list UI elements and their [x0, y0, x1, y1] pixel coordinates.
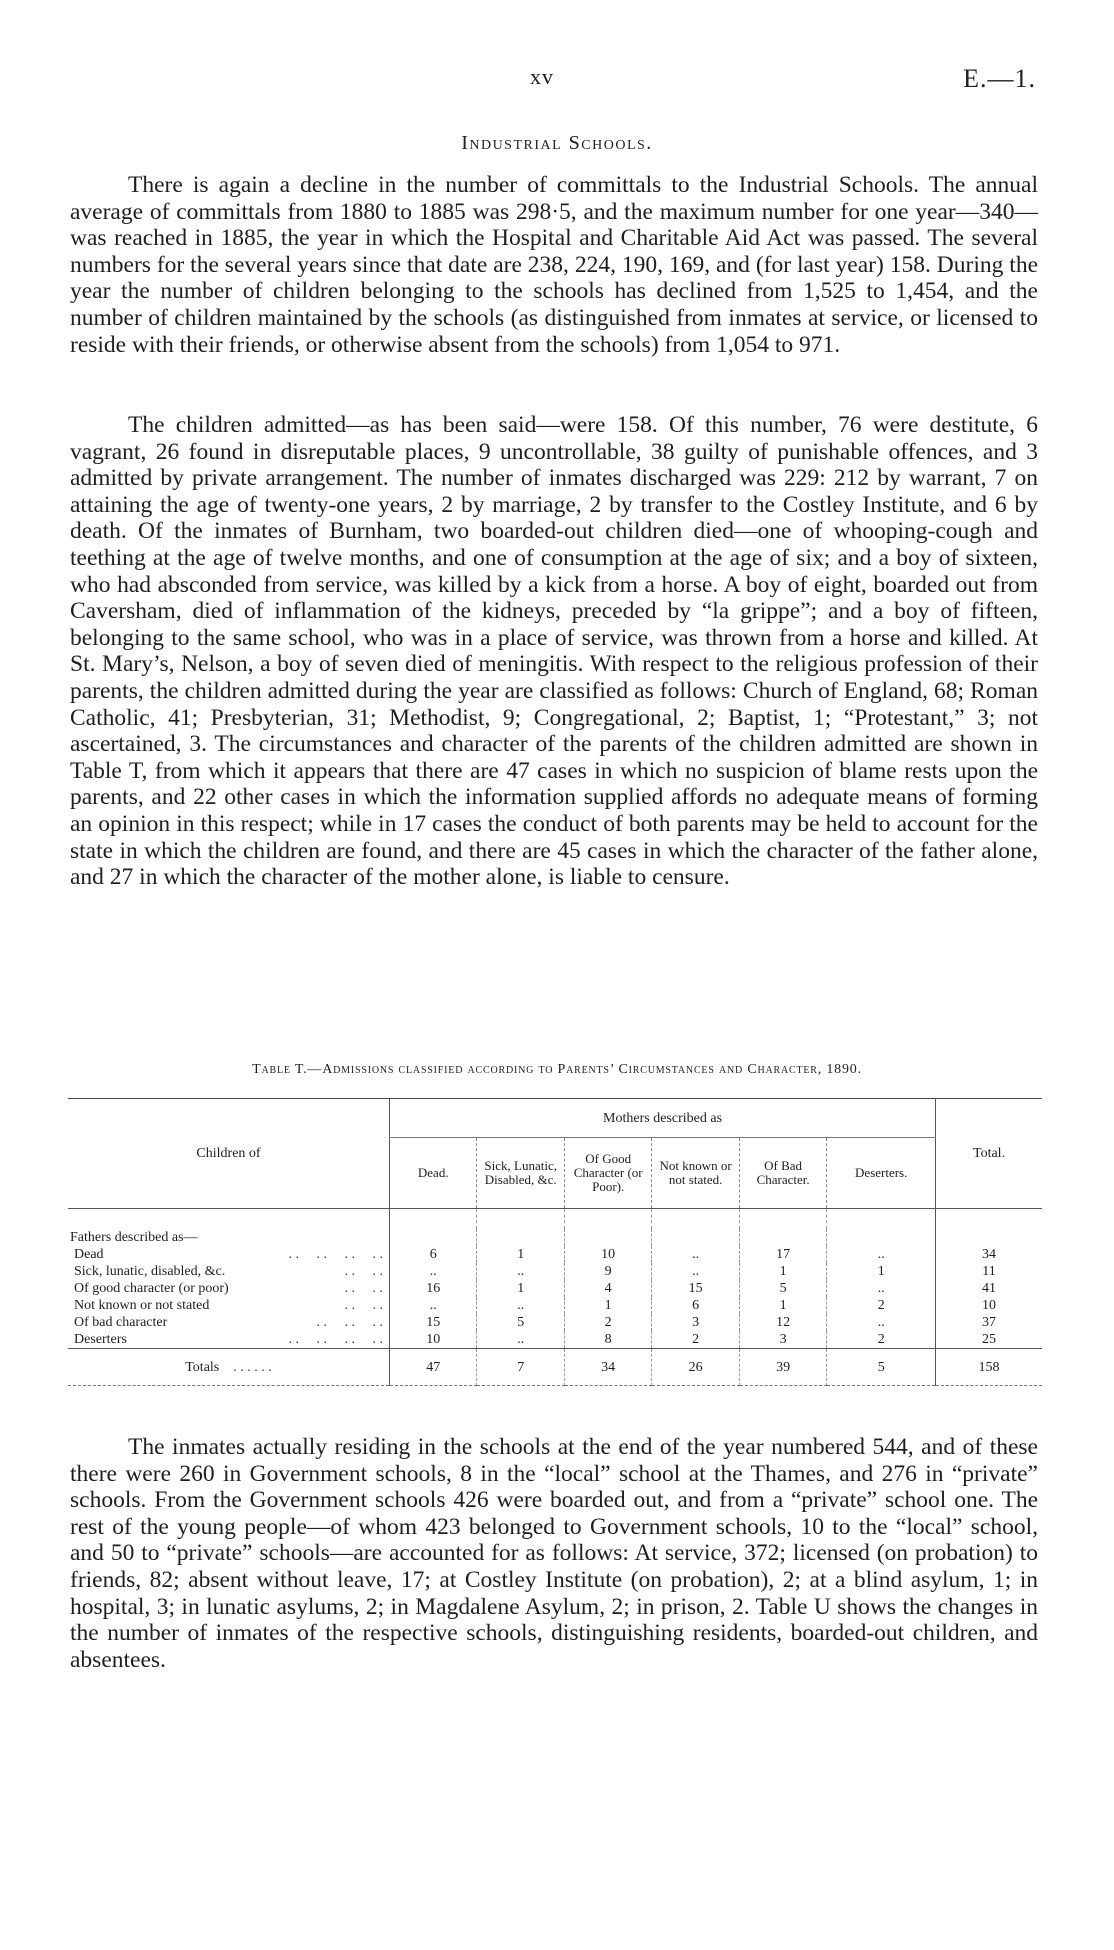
section-title: Industrial Schools. — [461, 132, 653, 154]
row-label: Dead . . . . . . . . — [74, 1247, 383, 1262]
table-cell: 15 — [652, 1280, 739, 1297]
table-cell: 2 — [564, 1314, 651, 1331]
total-deserters: 5 — [827, 1349, 936, 1386]
table-body — [68, 1246, 1042, 1349]
row-total-cell: 10 — [982, 1298, 997, 1313]
grand-total: 158 — [936, 1349, 1042, 1386]
table-cell: 1 — [827, 1263, 936, 1280]
table-cell: 5 — [739, 1280, 826, 1297]
row-total-cell: 25 — [982, 1332, 997, 1347]
table-cell: 1 — [739, 1297, 826, 1314]
table-cell: 6 — [652, 1297, 739, 1314]
table-cell: .. — [652, 1263, 739, 1280]
table-cell: .. — [477, 1297, 564, 1314]
table-cell: 12 — [739, 1314, 826, 1331]
row-label: Deserters . . . . . . . . — [74, 1332, 383, 1347]
totals-leaders: . . . . . . — [233, 1359, 272, 1375]
table-cell: 9 — [564, 1263, 651, 1280]
table-cell: 3 — [652, 1314, 739, 1331]
column-header-bad-character: Of Bad Character. — [739, 1138, 826, 1209]
column-header-good-character: Of Good Character (or Poor). — [564, 1138, 651, 1209]
table-row — [68, 1280, 1042, 1297]
table-cell: 1 — [564, 1297, 651, 1314]
column-header-not-known: Not known or not stated. — [652, 1138, 739, 1209]
paragraph-inmates: The inmates actually residing in the schools at the end of the year numbered 544, and of these there were 260 in Government schools, 8 in the “local” school at the Thames, and 276 in “private” schools. From the Government schools 426 were boarded out, and from a “private” school one. The rest of the young people—of whom 423 belonged to Government schools, 10 to the “local” school, and 50 to “private” schools—are accounted for as follows: At service, 372; licensed (on probation) to friends, 82; absent without leave, 17; at Costley Institute (on probation), 2; at a blind asylum, 1; in hospital, 3; in lunatic asylums, 2; in Magdalene Asylum, 2; in prison, 2. Table U shows the changes in the number of inmates of the respective schools, distinguishing residents, boarded-out children, and absentees. — [70, 1434, 1038, 1673]
table-row — [68, 1246, 1042, 1263]
table-cell: 1 — [739, 1263, 826, 1280]
table-cell: 10 — [564, 1246, 651, 1263]
table-cell: 16 — [390, 1280, 477, 1297]
page-header — [0, 64, 1114, 98]
table-cell: 2 — [652, 1331, 739, 1349]
table-row — [68, 1297, 1042, 1314]
table-cell: 17 — [739, 1246, 826, 1263]
totals-label: Totals . . . . . . — [68, 1349, 390, 1386]
table-cell: .. — [477, 1263, 564, 1280]
table-cell: 2 — [827, 1297, 936, 1314]
column-header-sick: Sick, Lunatic, Disabled, &c. — [477, 1138, 564, 1209]
admissions-table — [68, 1098, 1042, 1386]
table-header-row — [68, 1099, 1042, 1138]
column-header-deserters: Deserters. — [827, 1138, 936, 1209]
table-row — [68, 1314, 1042, 1331]
row-total-cell: 41 — [982, 1281, 997, 1296]
row-label: Sick, lunatic, disabled, &c. . . . . — [74, 1264, 383, 1279]
table-cell: 4 — [564, 1280, 651, 1297]
table-cell: 1 — [477, 1280, 564, 1297]
table-cell: .. — [477, 1331, 564, 1349]
column-header-total: Total. — [936, 1099, 1042, 1209]
table-cell: 10 — [390, 1331, 477, 1349]
document-reference: E.—1. — [963, 64, 1036, 93]
table-cell: .. — [827, 1280, 936, 1297]
page-number: xv — [530, 64, 554, 89]
table-cell: .. — [827, 1246, 936, 1263]
table-cell: 3 — [739, 1331, 826, 1349]
total-bad-character: 39 — [739, 1349, 826, 1386]
paragraph-committals: There is again a decline in the number of committals to the Industrial Schools. The annual average of committals from 1880 to 1885 was 298·5, and the maximum number for one year—340—was reached in 1885, the year in which the Hospital and Charitable Aid Act was passed. The several numbers for the several years since that date are 238, 224, 190, 169, and (for last year) 158. During the year the number of children belonging to the schools has declined from 1,525 to 1,454, and the number of children maintained by the schools (as distinguished from inmates at service, or licensed to reside with their friends, or otherwise absent from the schools) from 1,054 to 971. — [70, 172, 1038, 358]
table-cell: .. — [652, 1246, 739, 1263]
row-header-children-of: Children of — [68, 1099, 390, 1209]
row-total-cell: 37 — [982, 1315, 997, 1330]
total-sick: 7 — [477, 1349, 564, 1386]
table-row — [68, 1263, 1042, 1280]
table-cell: .. — [390, 1297, 477, 1314]
fathers-group-label: Fathers described as— — [70, 1230, 198, 1245]
table-cell: 15 — [390, 1314, 477, 1331]
row-total-cell: 11 — [982, 1264, 996, 1279]
table-cell: 6 — [390, 1246, 477, 1263]
row-label: Of good character (or poor) . . . . — [74, 1281, 383, 1296]
table-cell: 2 — [827, 1331, 936, 1349]
table-group-row — [68, 1229, 1042, 1246]
total-not-known: 26 — [652, 1349, 739, 1386]
table-cell: .. — [390, 1263, 477, 1280]
row-label: Of bad character . . . . . . — [74, 1315, 383, 1330]
table-caption: Table T.—Admissions classified according to Parents’ Circumstances and Character, 1890. — [252, 1062, 862, 1077]
table-cell: 8 — [564, 1331, 651, 1349]
row-label: Not known or not stated . . . . — [74, 1298, 383, 1313]
table-cell: 1 — [477, 1246, 564, 1263]
paragraph-admissions: The children admitted—as has been said—were 158. Of this number, 76 were destitute, 6 vagrant, 26 found in disreputable places, 9 uncontrollable, 38 guilty of punishable offences, and 3 admitted by private arrangement. The number of inmates discharged was 229: 212 by warrant, 7 on attaining the age of twenty-one years, 2 by marriage, 2 by transfer to the Costley Institute, and 6 by death. Of the inmates of Burnham, two boarded-out children died—one of whooping-cough and teething at the age of twelve months, and one of consumption at the age of six; and a boy of sixteen, who had absconded from service, was killed by a kick from a horse. A boy of eight, boarded out from Caversham, died of inflammation of the kidneys, preceded by “la grippe”; and a boy of fifteen, belonging to the same school, who was in a place of service, was thrown from a horse and killed. At St. Mary’s, Nelson, a boy of seven died of meningitis. With respect to the religious profession of their parents, the children admitted during the year are classified as follows: Church of England, 68; Roman Catholic, 41; Presbyterian, 31; Methodist, 9; Congregational, 2; Baptist, 1; “Protestant,” 3; not ascertained, 3. The circumstances and character of the parents of the children admitted are shown in Table T, from which it appears that there are 47 cases in which no suspicion of blame rests upon the parents, and 22 other cases in which the information supplied affords no adequate means of forming an opinion in this respect; while in 17 cases the conduct of both parents may be held to account for the state in which the children are found, and there are 45 cases in which the character of the father alone, and 27 in which the character of the mother alone, is liable to censure. — [70, 412, 1038, 891]
row-total-cell: 34 — [982, 1247, 997, 1262]
total-dead: 47 — [390, 1349, 477, 1386]
totals-row — [68, 1349, 1042, 1386]
group-header-mothers: Mothers described as — [390, 1099, 936, 1138]
column-header-dead: Dead. — [390, 1138, 477, 1209]
header-separator — [68, 1209, 1042, 1230]
table-cell: .. — [827, 1314, 936, 1331]
table-row — [68, 1331, 1042, 1349]
table-cell: 5 — [477, 1314, 564, 1331]
total-good-character: 34 — [564, 1349, 651, 1386]
